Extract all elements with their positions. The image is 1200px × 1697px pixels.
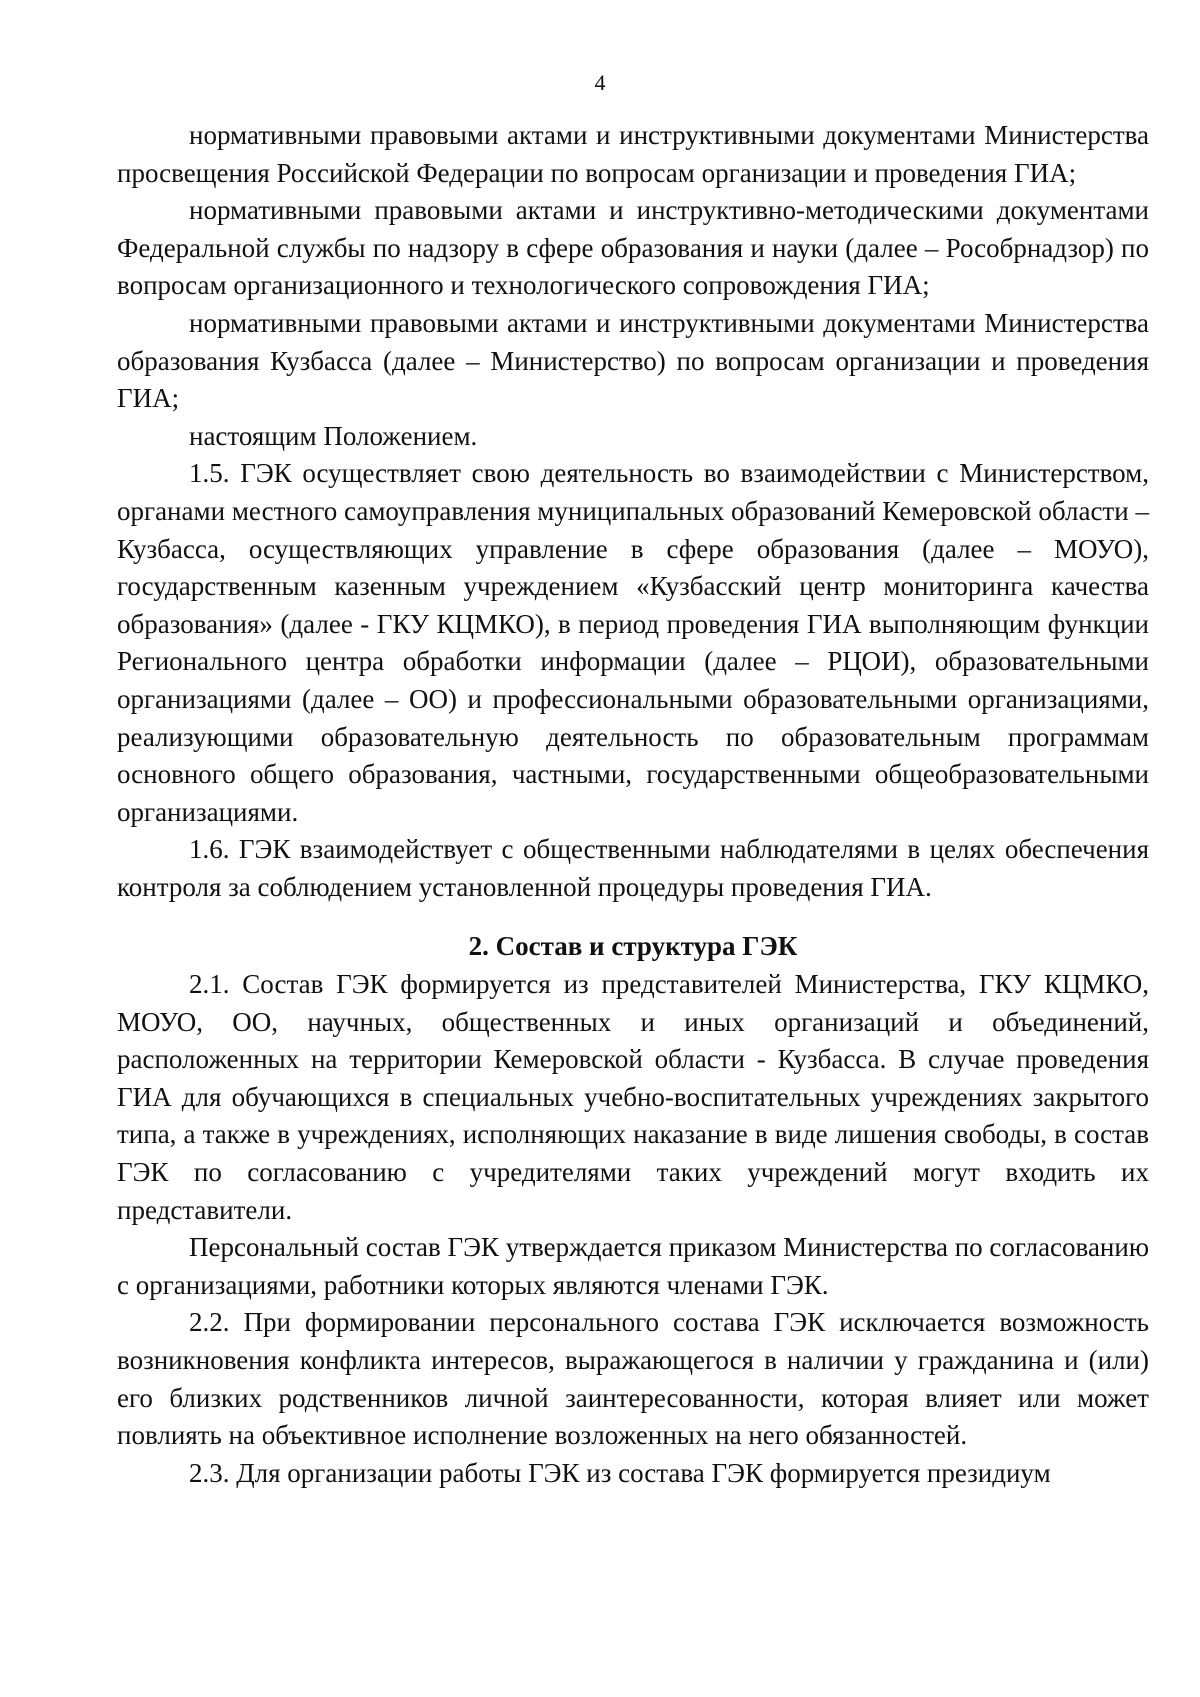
page-number: 4 (594, 70, 606, 95)
paragraph-1-6: 1.6. ГЭК взаимодействует с общественными наблюдателями в целях обеспечения контроля за соблюдением установленной процедуры проведения ГИА. (117, 834, 1149, 902)
paragraph-1-5: 1.5. ГЭК осуществляет свою деятельность во взаимодействии с Министерством, органами местного самоуправления муниципальных образований Кемеровской области – Кузбасса, осуществляющих управление в сфере образования (далее – МОУО), государственным казенным учреждением «Кузбасский центр мониторинга качества образования» (далее - ГКУ КЦМКО), в период проведения ГИА выполняющим функции Регионального центра обработки информации (далее – РЦОИ), образовательными организациями (далее – ОО) и профессиональными образовательными организациями, реализующими образовательную деятельность по образовательным программам основного общего образования, частными, государственными общеобразовательными организациями. (117, 458, 1149, 827)
paragraph-2-3: 2.3. Для организации работы ГЭК из состава ГЭК формируется президиум (189, 1457, 1051, 1488)
paragraph-regulatory-acts-ministry-education: нормативными правовыми актами и инструктивными документами Министерства просвещения Российской Федерации по вопросам организации и проведения ГИА; (117, 120, 1149, 188)
paragraph-2-1: 2.1. Состав ГЭК формируется из представителей Министерства, ГКУ КЦМКО, МОУО, ОО, научных, общественных и иных организаций и объединений, расположенных на территории Кемеровской области - Кузбасса. В случае проведения ГИА для обучающихся в специальных учебно-воспитательных учреждениях закрытого типа, а также в учреждениях, исполняющих наказание в виде лишения свободы, в состав ГЭК по согласованию с учредителями таких учреждений могут входить их представители. (117, 969, 1149, 1225)
section-heading: 2. Состав и структура ГЭК (468, 931, 798, 962)
paragraph-regulatory-acts-kuzbass-ministry: нормативными правовыми актами и инструктивными документами Министерства образования Кузбасса (далее – Министерство) по вопросам организации и проведения ГИА; (117, 307, 1149, 414)
paragraph-regulatory-acts-rosobrnadzor: нормативными правовыми актами и инструктивно-методическими документами Федеральной службы по надзору в сфере образования и науки (далее – Рособрнадзор) по вопросам организационного и технологического сопровождения ГИА; (117, 195, 1149, 301)
paragraph-2-2: 2.2. При формировании персонального состава ГЭК исключается возможность возникновения конфликта интересов, выражающегося в наличии у гражданина и (или) его близких родственников личной заинтересованности, которая влияет или может повлиять на объективное исполнение возложенных на него обязанностей. (117, 1307, 1149, 1451)
document-body (117, 117, 1149, 1492)
paragraph-personal-composition: Персональный состав ГЭК утверждается приказом Министерства по согласованию с организациями, работники которых являются членами ГЭК. (117, 1232, 1149, 1300)
paragraph-this-regulation: настоящим Положением. (189, 420, 478, 451)
